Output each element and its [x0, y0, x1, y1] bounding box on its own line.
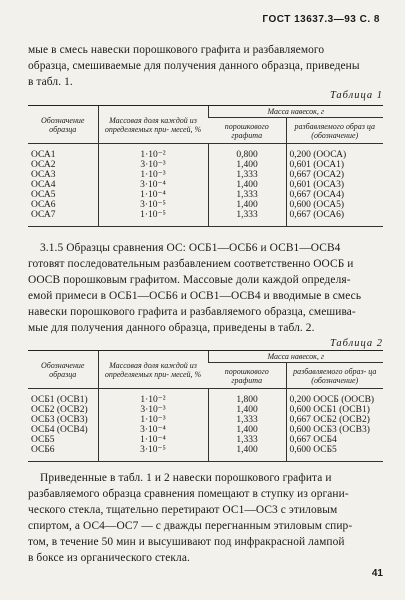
cell-fraction: 3·10⁻³ — [98, 405, 208, 415]
cell-fraction: 3·10⁻⁴ — [98, 425, 208, 435]
cell-designation: ОСБ6 — [28, 445, 98, 462]
text-line: образца, смешиваемые для получения данного образца, приведены — [28, 60, 360, 72]
text-line: в боксе из органического стекла. — [28, 552, 190, 564]
cell-designation: ОСБ2 (ОСВ2) — [31, 405, 88, 415]
table2-header-mass-group: Масса навесок, г — [208, 351, 383, 363]
text-line: ческого стекла, тщательно перетирают ОС1—ОС3 с этиловым — [28, 504, 338, 516]
cell-fraction: 1·10⁻³ — [98, 170, 208, 180]
table2-header-fraction: Массовая доля каждой из определяемых при- месей, % — [98, 351, 208, 389]
table-row — [28, 170, 383, 180]
text-line: спиртом, а ОС4—ОС7 — с дважды перегнанным этиловым спир- — [28, 520, 353, 532]
table2-header-designation: Обозначение образца — [28, 351, 98, 389]
cell-fraction: 1·10⁻³ — [98, 415, 208, 425]
table1-header-mass-group: Масса навесок, г — [208, 106, 383, 118]
text-line: емой примеси в ОСБ1—ОСБ6 и ОСВ1—ОСВ4 и вводимые в смесь — [28, 290, 362, 302]
table-row — [28, 425, 383, 435]
cell-sample: 0,600 ОСБ3 (ОСВ3) — [286, 425, 383, 435]
cell-fraction: 3·10⁻⁵ — [98, 200, 208, 210]
cell-graphite: 1,400 — [208, 425, 286, 435]
table-row — [28, 405, 383, 415]
text-line: том, в течение 50 мин и высушивают под инфракрасной лампой — [28, 536, 345, 548]
cell-fraction: 3·10⁻⁵ — [98, 445, 208, 462]
closing-paragraph — [28, 470, 380, 566]
table-row — [28, 210, 383, 227]
table2-header-sample: разбавляемого образ- ца (обозначение) — [286, 363, 383, 389]
cell-designation: ОСА7 — [28, 210, 98, 227]
table-2 — [28, 350, 383, 462]
table-row — [28, 389, 383, 406]
table-1 — [28, 105, 383, 227]
cell-designation: ОСБ1 (ОСВ1) — [31, 395, 88, 405]
cell-graphite: 1,400 — [208, 180, 286, 190]
cell-fraction: 3·10⁻⁴ — [98, 180, 208, 190]
table1-header-designation: Обозначение образца — [28, 106, 98, 144]
table1-header-sample: разбавляемого образ ца (обозначение) — [286, 118, 383, 144]
cell-designation: ОСА1 — [31, 150, 56, 160]
text-line: ООСВ порошковым графитом. Массовые доли каждой определя- — [28, 274, 351, 286]
cell-designation: ОСБ4 (ОСВ4) — [31, 425, 88, 435]
cell-graphite: 0,800 — [208, 144, 286, 161]
cell-graphite: 1,400 — [208, 445, 286, 462]
cell-graphite: 1,333 — [208, 170, 286, 180]
cell-fraction: 3·10⁻³ — [98, 160, 208, 170]
table1-header-fraction: Массовая доля каждой из определяемых при- месей, % — [98, 106, 208, 144]
cell-sample: 0,600 ОСБ1 (ОСВ1) — [286, 405, 383, 415]
text-line: Приведенные в табл. 1 и 2 навески порошкового графита и — [40, 472, 332, 484]
cell-fraction: 1·10⁻² — [98, 389, 208, 406]
text-line: навески порошкового графита и разбавляемого образца, смешива- — [28, 306, 356, 318]
text-line: готовят последовательным разбавлением соответственно ООСБ и — [28, 258, 354, 270]
cell-sample: 0,667 ОСБ2 (ОСВ2) — [286, 415, 383, 425]
cell-graphite: 1,333 — [208, 190, 286, 200]
cell-fraction: 1·10⁻⁴ — [98, 190, 208, 200]
cell-fraction: 1·10⁻⁵ — [98, 210, 208, 227]
cell-graphite: 1,400 — [208, 200, 286, 210]
cell-graphite: 1,333 — [208, 415, 286, 425]
cell-fraction: 1·10⁻² — [98, 144, 208, 161]
table-row — [28, 445, 383, 462]
text-line: мые в смесь навески порошкового графита и разбавляемого — [28, 44, 325, 56]
cell-sample: 0,667 (ОСА4) — [286, 190, 383, 200]
table-row — [28, 200, 383, 210]
table-row — [28, 144, 383, 161]
cell-designation: ОСА6 — [31, 200, 56, 210]
cell-sample: 0,601 (ОСА1) — [286, 160, 383, 170]
cell-fraction: 1·10⁻⁴ — [98, 435, 208, 445]
cell-sample: 0,601 (ОСА3) — [286, 180, 383, 190]
text-line: в табл. 1. — [28, 76, 73, 88]
cell-designation: ОСБ5 — [31, 435, 55, 445]
cell-graphite: 1,400 — [208, 160, 286, 170]
table-row — [28, 415, 383, 425]
cell-sample: 0,200 (ООСА) — [286, 144, 383, 161]
table-row — [28, 435, 383, 445]
cell-graphite: 1,333 — [208, 210, 286, 227]
text-line: мые для получения данного образца, приведены в табл. 2. — [28, 322, 315, 334]
page-number: 41 — [371, 568, 383, 579]
text-line: разбавляемого образца сравнения помещают в ступку из органи- — [28, 488, 349, 500]
cell-designation: ОСА5 — [31, 190, 56, 200]
cell-sample: 0,600 (ОСА5) — [286, 200, 383, 210]
page-header: ГОСТ 13637.3—93 С. 8 — [262, 14, 380, 25]
cell-sample: 0,200 ООСБ (ООСВ) — [286, 389, 383, 406]
cell-sample: 0,667 ОСБ4 — [286, 435, 383, 445]
cell-designation: ОСА2 — [31, 160, 56, 170]
cell-graphite: 1,800 — [208, 389, 286, 406]
cell-designation: ОСБ3 (ОСВ3) — [31, 415, 88, 425]
table-row — [28, 180, 383, 190]
cell-sample: 0,667 (ОСА6) — [286, 210, 383, 227]
table1-header-graphite: порошкового графита — [208, 118, 286, 144]
cell-sample: 0,667 (ОСА2) — [286, 170, 383, 180]
cell-graphite: 1,333 — [208, 435, 286, 445]
cell-designation: ОСА3 — [31, 170, 56, 180]
cell-designation: ОСА4 — [31, 180, 56, 190]
table-row — [28, 160, 383, 170]
cell-sample: 0,600 ОСБ5 — [286, 445, 383, 462]
intro-paragraph — [28, 42, 380, 90]
table2-caption: Таблица 2 — [329, 338, 383, 349]
table-row — [28, 190, 383, 200]
section-3-1-5-paragraph — [28, 240, 380, 336]
table2-header-graphite: порошкового графита — [208, 363, 286, 389]
cell-graphite: 1,400 — [208, 405, 286, 415]
text-line: 3.1.5 Образцы сравнения ОС: ОСБ1—ОСБ6 и ОСВ1—ОСВ4 — [40, 242, 341, 254]
table1-caption: Таблица 1 — [329, 90, 383, 101]
